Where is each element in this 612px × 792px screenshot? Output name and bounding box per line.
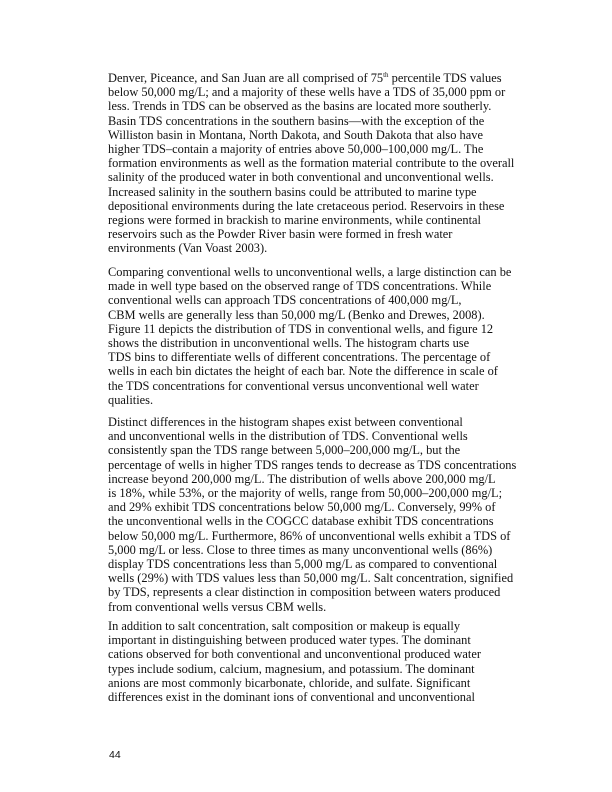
text-line: Distinct differences in the histogram shapes exist between conventional <box>108 415 463 429</box>
text-line: shows the distribution in unconventional wells. The histogram charts use <box>108 336 470 351</box>
superscript: th <box>383 71 389 79</box>
text-line: less. Trends in TDS can be observed as the basins are located more southerly. <box>108 99 492 114</box>
paragraph-salt-composition <box>108 619 528 704</box>
text-line: depositional environments during the late cretaceous period. Reservoirs in these <box>108 198 505 213</box>
text-line: reservoirs such as the Powder River basin were formed in fresh water <box>108 227 453 242</box>
text-line: 5,000 mg/L or less. Close to three times as many unconventional wells (86%) <box>108 542 493 557</box>
text-line: types include sodium, calcium, magnesium, and potassium. The dominant <box>108 661 475 676</box>
text-line: the TDS concentrations for conventional versus unconventional well water <box>108 378 479 393</box>
text-line: Williston basin in Montana, North Dakota, and South Dakota that also have <box>108 127 483 142</box>
text-line: cations observed for both conventional and unconventional produced water <box>108 647 481 662</box>
text-line: salinity of the produced water in both conventional and unconventional wells. <box>108 170 494 185</box>
text-fragment: percentile TDS values <box>388 71 502 85</box>
paragraph-basin-tds <box>108 71 528 256</box>
text-line: conventional wells can approach TDS concentrations of 400,000 mg/L, <box>108 293 462 308</box>
text-line: formation environments as well as the formation material contribute to the overall <box>108 156 515 171</box>
text-line: differences exist in the dominant ions of conventional and unconventional <box>108 690 475 705</box>
text-line: TDS bins to differentiate wells of different concentrations. The percentage of <box>108 350 491 365</box>
text-line: In addition to salt concentration, salt composition or makeup is equally <box>108 619 461 633</box>
text-line: CBM wells are generally less than 50,000 mg/L (Benko and Drewes, 2008). <box>108 307 485 322</box>
text-line: regions were formed in brackish to marine environments, while continental <box>108 213 481 228</box>
text-line: made in well type based on the observed range of TDS concentrations. While <box>108 279 492 294</box>
text-line: below 50,000 mg/L; and a majority of these wells have a TDS of 35,000 ppm or <box>108 85 506 100</box>
text-line: anions are most commonly bicarbonate, chloride, and sulfate. Significant <box>108 675 471 690</box>
page-number: 44 <box>109 749 121 761</box>
text-line: Increased salinity in the southern basins could be attributed to marine type <box>108 184 477 199</box>
text-line: increase beyond 200,000 mg/L. The distribution of wells above 200,000 mg/L <box>108 471 496 486</box>
text-line: consistently span the TDS range between 5,000–200,000 mg/L, but the <box>108 443 461 458</box>
text-line: by TDS, represents a clear distinction in composition between waters produced <box>108 585 501 600</box>
text-line: wells (29%) with TDS values less than 50,000 mg/L. Salt concentration, signified <box>108 571 514 586</box>
text-line: and unconventional wells in the distribution of TDS. Conventional wells <box>108 429 468 444</box>
text-line: environments (Van Voast 2003). <box>108 241 268 256</box>
text-line <box>108 71 528 85</box>
paragraph-well-comparison <box>108 265 528 407</box>
text-line: qualities. <box>108 392 154 407</box>
text-line: higher TDS–contain a majority of entries above 50,000–100,000 mg/L. The <box>108 142 484 157</box>
text-fragment: Denver, Piceance, and San Juan are all comprised of 75 <box>108 71 384 85</box>
paragraph-histogram-differences <box>108 415 528 614</box>
text-line: Figure 11 depicts the distribution of TDS in conventional wells, and figure 12 <box>108 321 494 336</box>
text-line: the unconventional wells in the COGCC database exhibit TDS concentrations <box>108 514 494 529</box>
text-line: from conventional wells versus CBM wells. <box>108 599 327 614</box>
text-line: percentage of wells in higher TDS ranges tends to decrease as TDS concentrations <box>108 457 517 472</box>
text-line: below 50,000 mg/L. Furthermore, 86% of unconventional wells exhibit a TDS of <box>108 528 511 543</box>
text-line: important in distinguishing between produced water types. The dominant <box>108 633 471 648</box>
text-line: is 18%, while 53%, or the majority of wells, range from 50,000–200,000 mg/L; <box>108 486 503 501</box>
text-line: display TDS concentrations less than 5,000 mg/L as compared to conventional <box>108 557 498 572</box>
text-line: Comparing conventional wells to unconventional wells, a large distinction can be <box>108 265 512 279</box>
text-line: Basin TDS concentrations in the southern basins—with the exception of the <box>108 113 485 128</box>
text-line: wells in each bin dictates the height of each bar. Note the difference in scale of <box>108 364 498 379</box>
text-line: and 29% exhibit TDS concentrations below 50,000 mg/L. Conversely, 99% of <box>108 500 496 515</box>
